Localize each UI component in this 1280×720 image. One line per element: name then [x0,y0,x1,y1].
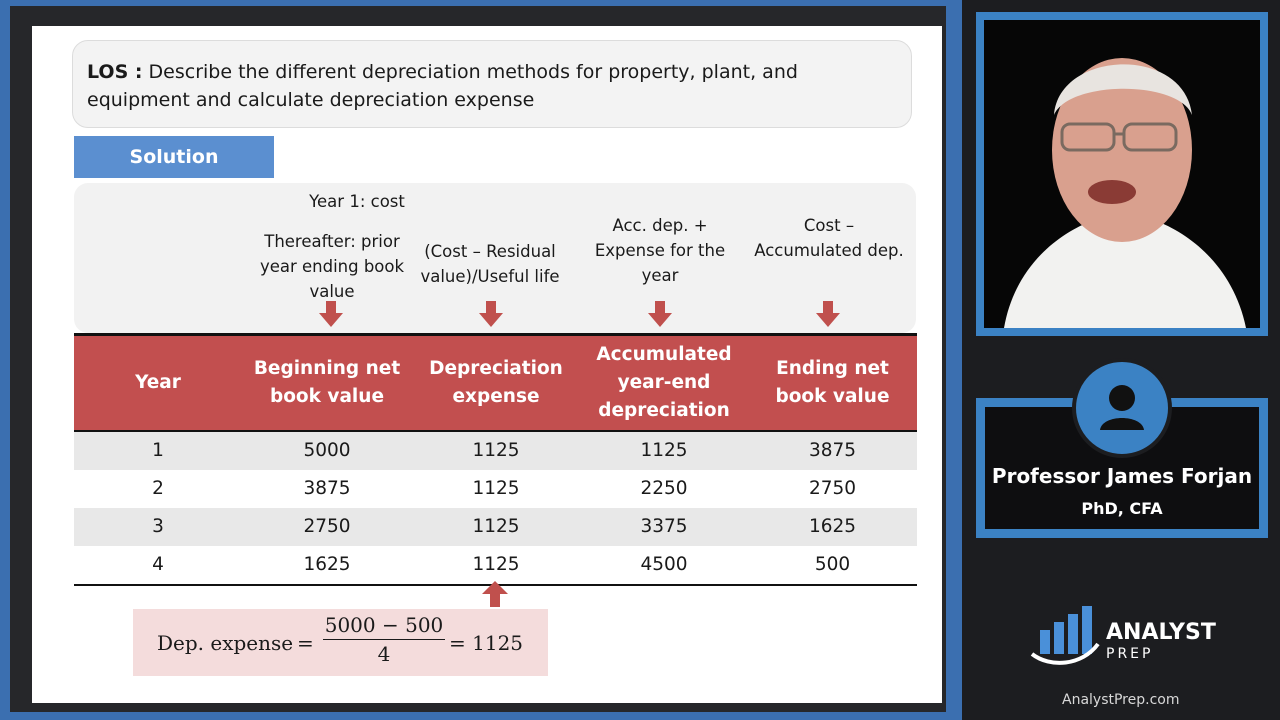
table-cell: 1625 [808,516,857,537]
table-cell: 2750 [303,516,351,537]
note-beginning-line1: Year 1: cost [309,192,405,211]
video-frame [984,20,1260,328]
formula-denominator: 4 [377,642,391,666]
formula-equals: = [297,631,314,655]
table-header-row [74,335,917,431]
header-depreciation-expense: Depreciation expense [429,357,563,407]
table-cell: 3875 [303,478,351,499]
formula-fraction [323,613,445,666]
down-arrow-icon [319,301,343,327]
table-cell: 1 [152,440,164,461]
formula-box [133,609,548,676]
table-cell: 2250 [640,478,688,499]
note-depreciation: (Cost – Residual value)/Useful life [420,242,560,286]
down-arrow-icon [479,301,503,327]
table-cell: 5000 [303,440,351,461]
presenter-credentials: PhD, CFA [1081,499,1163,518]
website-link[interactable]: AnalystPrep.com [1062,692,1180,708]
table-row [74,546,917,585]
note-accumulated: Acc. dep. + Expense for the year [594,216,726,285]
table-row [74,470,917,508]
header-accumulated-depreciation: Accumulated year-end depreciation [596,343,732,421]
logo-text-bottom: PREP [1106,646,1154,662]
los-text: Describe the different depreciation methods for property, plant, and equipment and calculate depreciation expense [87,61,798,111]
header-ending-nbv: Ending net book value [775,357,890,407]
column-notes-box [74,183,916,333]
table-cell: 1125 [472,516,520,537]
person-icon [1076,362,1168,454]
table-cell: 4 [74,546,242,585]
los-box [72,40,912,128]
table-row [74,431,917,470]
header-beginning-nbv: Beginning net book value [253,357,401,407]
slide [32,26,942,703]
table-cell: 2750 [808,478,857,499]
up-arrow-icon [482,581,508,607]
formula-label: Dep. expense [157,631,294,655]
formula-numerator: 5000 − 500 [323,613,445,640]
slide-frame [10,6,946,712]
table-cell: 1125 [472,478,520,499]
avatar [1072,358,1172,458]
los-prefix: LOS : [87,61,143,83]
table-cell: 3875 [808,440,857,461]
down-arrow-icon [816,301,840,327]
table-cell: 500 [748,546,917,585]
bar-chart-logo-icon [1030,604,1102,668]
solution-tab: Solution [74,136,274,178]
presenter-video [976,12,1268,336]
table-cell: 1625 [242,546,412,585]
table-cell: 4500 [580,546,748,585]
table-cell: 3375 [640,516,688,537]
table-cell: 1125 [412,546,580,585]
note-beginning-line2: Thereafter: prior year ending book value [259,232,405,301]
analystprep-logo [1030,602,1216,672]
table-cell: 3 [152,516,164,537]
table-cell: 2 [152,478,164,499]
table-row [74,508,917,546]
depreciation-table [74,333,917,586]
table-cell: 1125 [640,440,688,461]
presenter-image [984,20,1260,328]
logo-text-top: ANALYST [1106,620,1216,645]
table-cell: 1125 [472,440,520,461]
down-arrow-icon [648,301,672,327]
note-ending: Cost – Accumulated dep. [754,216,904,260]
presenter-name: Professor James Forjan [991,464,1253,488]
header-year: Year [135,371,181,393]
formula-result: = 1125 [449,631,524,655]
